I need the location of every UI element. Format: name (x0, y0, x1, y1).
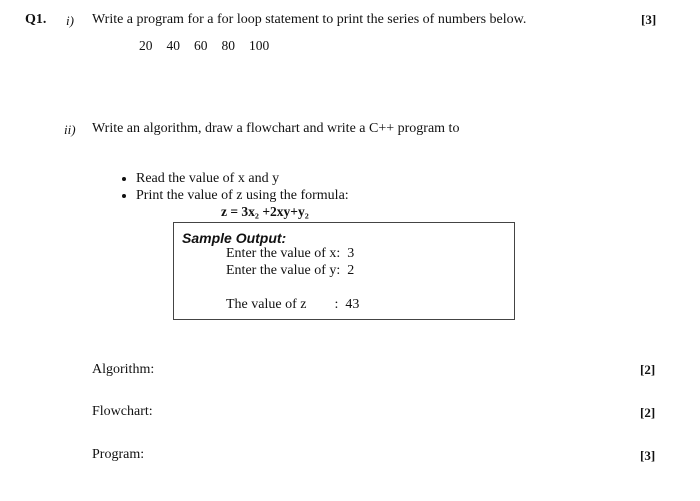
series-number: 20 (139, 38, 153, 53)
series-number: 80 (221, 38, 235, 53)
series-number: 60 (194, 38, 208, 53)
sample-output-box (173, 222, 515, 320)
part-ii-text: Write an algorithm, draw a flowchart and write a C++ program to (92, 121, 460, 136)
program-label: Program: (92, 447, 145, 462)
question-number: Q1. (25, 12, 47, 27)
algorithm-marks: [2] (640, 362, 656, 377)
requirement-item: • Print the value of z using the formula: (136, 187, 349, 204)
sample-output-line: Enter the value of x: 3 (226, 246, 355, 261)
series-number: 100 (249, 38, 270, 53)
requirement-item: • Read the value of x and y (136, 170, 349, 187)
part-i-text: Write a program for a for loop statement to print the series of numbers below. (92, 12, 527, 27)
series-number: 40 (166, 38, 180, 53)
sample-output-line: Enter the value of y: 2 (226, 263, 355, 278)
sample-output-line: The value of z : 43 (226, 297, 360, 312)
formula: z = 3x₂ +2xy+y₂ (221, 204, 309, 219)
sample-output-title: Sample Output: (182, 230, 287, 246)
part-i-label: i) (66, 13, 74, 28)
program-marks: [3] (640, 448, 656, 463)
number-series (139, 37, 283, 55)
part-ii-label: ii) (64, 122, 76, 137)
algorithm-label: Algorithm: (92, 362, 155, 377)
requirement-list (120, 170, 349, 204)
flowchart-marks: [2] (640, 405, 656, 420)
part-i-marks: [3] (641, 12, 657, 27)
flowchart-label: Flowchart: (92, 404, 153, 419)
